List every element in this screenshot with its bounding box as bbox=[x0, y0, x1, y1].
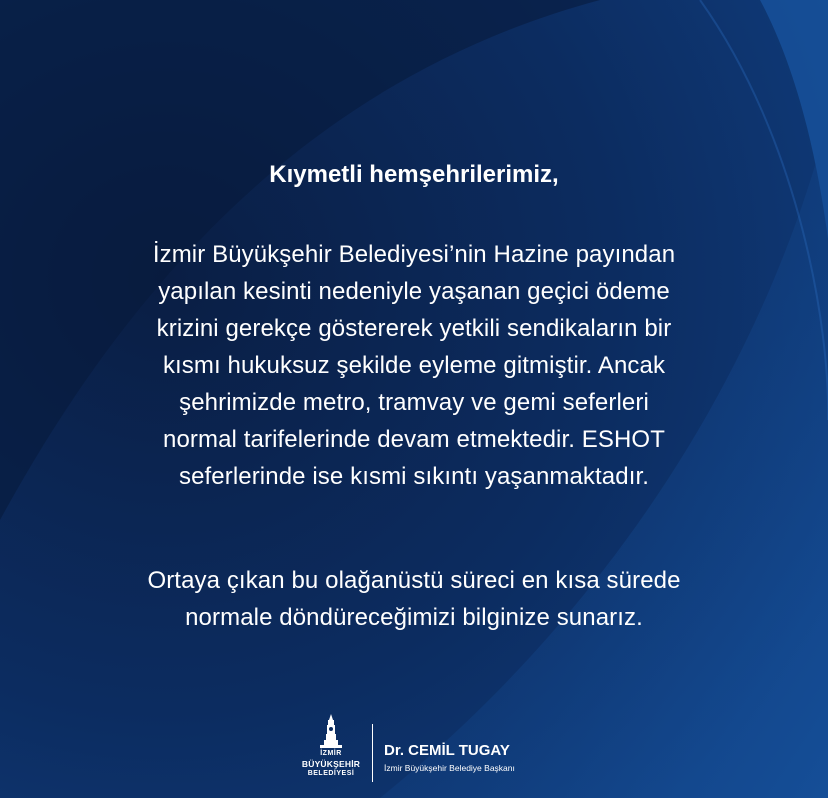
signatory-title: İzmir Büyükşehir Belediye Başkanı bbox=[384, 763, 515, 773]
paragraph-line: krizini gerekçe göstererek yetkili sendikaların bir bbox=[156, 315, 672, 342]
logo-text-line-2: BÜYÜKŞEHİR bbox=[301, 759, 361, 769]
paragraph-line: İzmir Büyükşehir Belediyesi’nin Hazine payından bbox=[152, 241, 676, 268]
paragraph-line: yapılan kesinti nedeniyle yaşanan geçici ödeme bbox=[158, 278, 670, 305]
logo-text-line-3: BELEDİYESİ bbox=[307, 770, 355, 777]
paragraph-line: kısmı hukuksuz şekilde eyleme gitmiştir. Ancak bbox=[162, 352, 666, 379]
paragraph-line: seferlerinde ise kısmi sıkıntı yaşanmaktadır. bbox=[178, 463, 649, 490]
municipality-logo bbox=[296, 712, 366, 790]
paragraph-1 bbox=[40, 236, 788, 495]
paragraph-2 bbox=[40, 562, 788, 636]
paragraph-line: Ortaya çıkan bu olağanüstü süreci en kısa sürede bbox=[147, 567, 681, 594]
paragraph-line: normale döndüreceğimizi bilginize sunarız. bbox=[185, 604, 643, 631]
logo-text-line-1: İZMİR bbox=[320, 750, 342, 757]
paragraph-line: normal tarifelerinde devam etmektedir. ESHOT bbox=[163, 426, 665, 453]
greeting: Kıymetli hemşehrilerimiz, bbox=[269, 161, 559, 188]
clock-tower-icon bbox=[316, 714, 346, 750]
signature-footer bbox=[0, 712, 828, 792]
signatory-name: Dr. CEMİL TUGAY bbox=[384, 742, 510, 759]
paragraph-line: şehrimizde metro, tramvay ve gemi seferleri bbox=[179, 389, 649, 416]
footer-divider bbox=[372, 724, 373, 782]
